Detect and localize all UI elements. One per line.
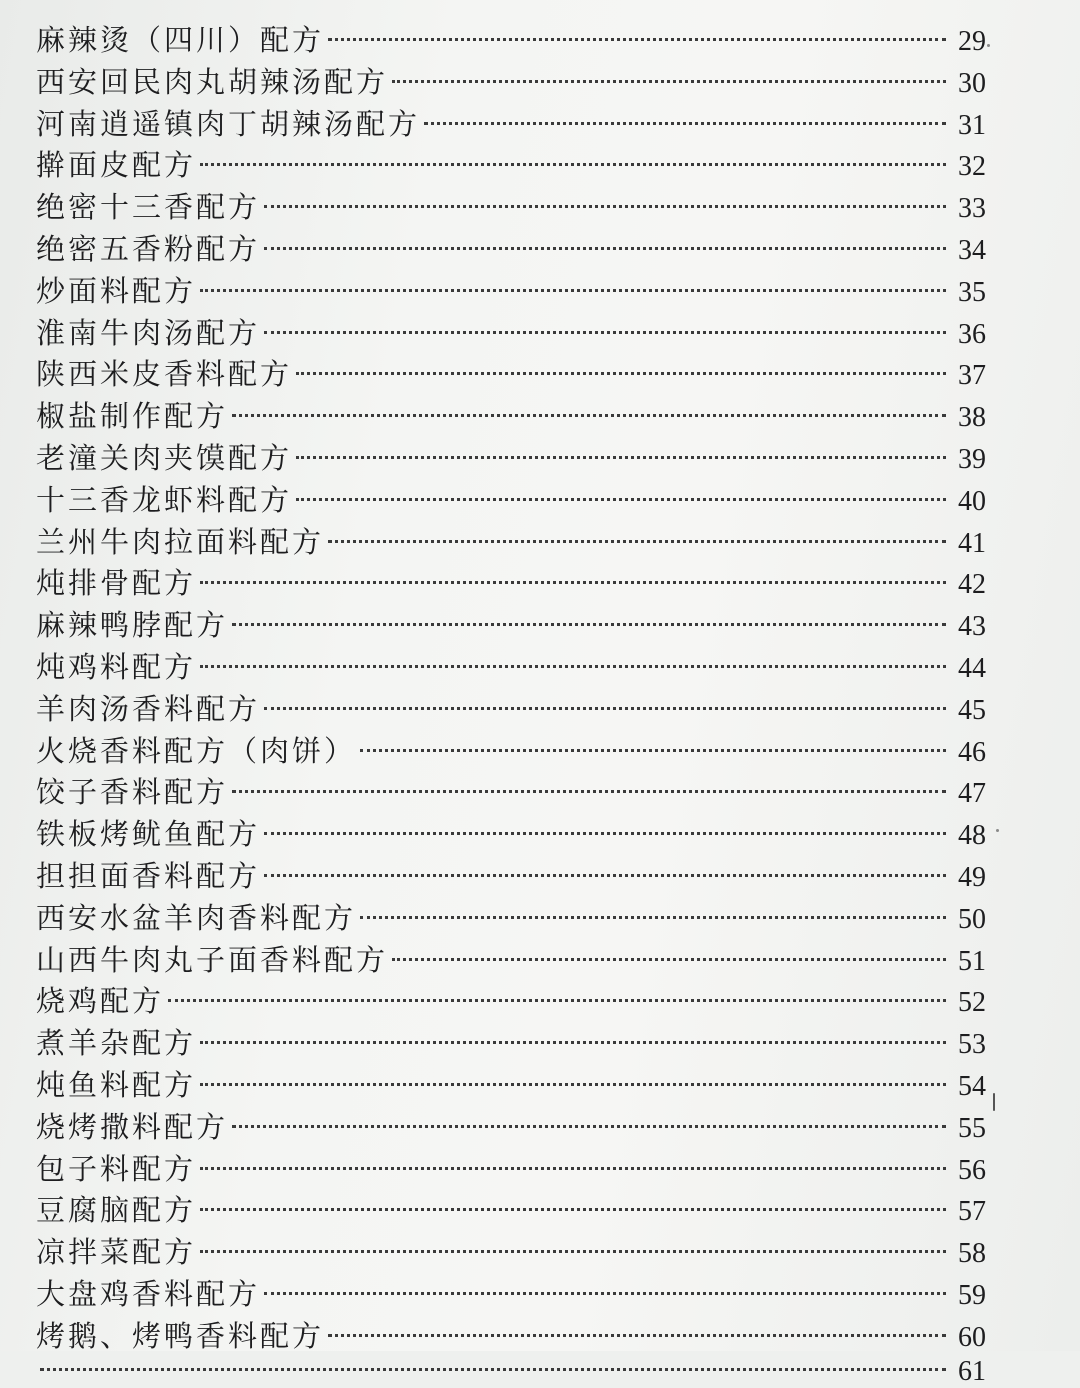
dot-leader <box>200 1208 946 1211</box>
dot-leader <box>264 205 946 208</box>
toc-entry-page-number: 33 <box>958 193 986 225</box>
dot-leader <box>328 38 946 41</box>
toc-entry-title: 烧鸡配方 <box>36 984 165 1019</box>
toc-entry <box>36 1272 986 1314</box>
toc-entry-page-number: 39 <box>958 443 986 475</box>
dot-leader <box>424 122 946 125</box>
toc-entry-title: 西安回民肉丸胡辣汤配方 <box>36 64 389 99</box>
toc-entry-page-number: 32 <box>958 151 986 183</box>
toc-entry-page-number: 52 <box>958 987 986 1019</box>
toc-entry <box>36 143 986 185</box>
toc-entry-page-number: 29 <box>958 26 986 57</box>
toc-entry-title: 饺子香料配方 <box>36 775 229 810</box>
toc-entry-page-number: 58 <box>958 1238 986 1270</box>
toc-entry-title: 西安水盆羊肉香料配方 <box>36 900 357 935</box>
dot-leader <box>200 289 946 292</box>
toc-entry-title: 豆腐脑配方 <box>36 1193 197 1228</box>
toc-entry-page-number: 34 <box>958 234 986 266</box>
toc-entry-title: 淮南牛肉汤配方 <box>36 315 261 350</box>
dot-leader <box>200 1167 946 1170</box>
toc-entry-page-number: 43 <box>958 611 986 643</box>
toc-entry-title: 兰州牛肉拉面料配方 <box>36 524 325 559</box>
toc-entry <box>36 227 986 269</box>
toc-entry-page-number: 49 <box>958 861 986 893</box>
toc-entry-title: 椒盐制作配方 <box>36 399 229 434</box>
toc-entry-page-number: 37 <box>958 360 986 392</box>
dot-leader <box>360 916 946 919</box>
toc-entry <box>36 1355 986 1387</box>
toc-entry-page-number: 57 <box>958 1196 986 1228</box>
toc-entry <box>36 645 986 687</box>
toc-entry-page-number: 42 <box>958 569 986 601</box>
toc-entry-page-number: 44 <box>958 652 986 684</box>
toc-entry <box>36 979 986 1021</box>
dot-leader <box>40 1368 946 1371</box>
dot-leader <box>168 999 946 1002</box>
toc-entry <box>36 269 986 311</box>
toc-entry-title: 羊肉汤香料配方 <box>36 691 261 726</box>
toc-entry-title: 烧烤撒料配方 <box>36 1109 229 1144</box>
toc-entry-title: 炖鱼料配方 <box>36 1067 197 1102</box>
dot-leader <box>264 707 946 710</box>
toc-entry-page-number: 59 <box>958 1279 986 1311</box>
dot-leader <box>264 331 946 334</box>
toc-entry <box>36 1314 986 1356</box>
toc-entry <box>36 896 986 938</box>
toc-entry <box>36 520 986 562</box>
toc-entry <box>36 687 986 729</box>
toc-entry-title: 包子料配方 <box>36 1151 197 1186</box>
margin-pen-mark <box>993 1093 995 1111</box>
toc-entry <box>36 1188 986 1230</box>
toc-entry-title: 大盘鸡香料配方 <box>36 1276 261 1311</box>
dot-leader <box>200 1083 946 1086</box>
toc-entry-page-number: 53 <box>958 1029 986 1061</box>
toc-entry <box>36 854 986 896</box>
toc-entry-title: 绝密十三香配方 <box>36 190 261 225</box>
toc-entry <box>36 603 986 645</box>
toc-entry <box>36 1021 986 1063</box>
toc-entry <box>36 729 986 771</box>
toc-entry <box>36 311 986 353</box>
dot-leader <box>328 540 946 543</box>
toc-entry <box>36 1230 986 1272</box>
dot-leader <box>264 832 946 835</box>
dot-leader <box>232 414 946 417</box>
toc-entry-title: 麻辣烫（四川）配方 <box>36 23 325 57</box>
dot-leader <box>264 874 946 877</box>
dot-leader <box>296 372 946 375</box>
toc-entry-page-number: 51 <box>958 945 986 977</box>
toc-entry-title: 麻辣鸭脖配方 <box>36 608 229 643</box>
toc-entry-page-number: 48 <box>958 820 986 852</box>
paper-speck <box>996 829 999 832</box>
toc-entry <box>36 938 986 980</box>
toc-entry-page-number: 55 <box>958 1112 986 1144</box>
toc-entry-title: 炖鸡料配方 <box>36 649 197 684</box>
dot-leader <box>232 1125 946 1128</box>
dot-leader <box>232 790 946 793</box>
dot-leader <box>392 958 946 961</box>
dot-leader <box>200 665 946 668</box>
toc-entry-title: 十三香龙虾料配方 <box>36 482 293 517</box>
toc-entry-page-number: 56 <box>958 1154 986 1186</box>
toc-entry-page-number: 45 <box>958 694 986 726</box>
toc-entry <box>36 1147 986 1189</box>
toc-entry <box>36 394 986 436</box>
toc-entry <box>36 185 986 227</box>
dot-leader <box>296 456 946 459</box>
toc-entry-title: 擀面皮配方 <box>36 148 197 183</box>
toc-entry-title: 山西牛肉丸子面香料配方 <box>36 942 389 977</box>
toc-entry-page-number: 46 <box>958 736 986 768</box>
toc-entry <box>36 478 986 520</box>
dot-leader <box>360 749 946 752</box>
paper-speck <box>987 44 990 47</box>
toc-entry-title: 老潼关肉夹馍配方 <box>36 440 293 475</box>
toc-entry <box>36 561 986 603</box>
dot-leader <box>264 1292 946 1295</box>
toc-entry-page-number: 60 <box>958 1321 986 1353</box>
toc-entry-page-number: 36 <box>958 318 986 350</box>
dot-leader <box>200 1041 946 1044</box>
toc-entry <box>36 352 986 394</box>
toc-entry-title: 河南逍遥镇肉丁胡辣汤配方 <box>36 106 421 141</box>
toc-entry <box>36 436 986 478</box>
toc-entry-page-number: 31 <box>958 109 986 141</box>
toc-entry <box>36 102 986 144</box>
dot-leader <box>232 623 946 626</box>
toc-entry-title: 炖排骨配方 <box>36 566 197 601</box>
toc-entry-title: 担担面香料配方 <box>36 858 261 893</box>
dot-leader <box>200 163 946 166</box>
toc-entry-title: 绝密五香粉配方 <box>36 231 261 266</box>
dot-leader <box>296 498 946 501</box>
dot-leader <box>392 80 946 83</box>
toc-entry-page-number: 40 <box>958 485 986 517</box>
dot-leader <box>200 1250 946 1253</box>
toc-entry-title: 凉拌菜配方 <box>36 1235 197 1270</box>
toc-entry-title: 铁板烤鱿鱼配方 <box>36 817 261 852</box>
toc-entry-page-number: 61 <box>958 1355 986 1387</box>
toc-entry-title: 煮羊杂配方 <box>36 1026 197 1061</box>
toc-entry <box>36 1063 986 1105</box>
toc-entry-title: 烤鹅、烤鸭香料配方 <box>36 1318 325 1353</box>
toc-entry <box>36 18 986 60</box>
toc-entry <box>36 60 986 102</box>
toc-entry-title: 炒面料配方 <box>36 273 197 308</box>
toc-entry-page-number: 50 <box>958 903 986 935</box>
toc-entry <box>36 770 986 812</box>
toc-entry-page-number: 54 <box>958 1070 986 1102</box>
toc-entry <box>36 812 986 854</box>
toc-entry <box>36 1105 986 1147</box>
dot-leader <box>264 247 946 250</box>
dot-leader <box>200 581 946 584</box>
toc-entry-title: 陕西米皮香料配方 <box>36 357 293 392</box>
toc-entry-page-number: 38 <box>958 402 986 434</box>
toc-entry-page-number: 47 <box>958 778 986 810</box>
toc-entry-page-number: 35 <box>958 276 986 308</box>
table-of-contents <box>36 18 986 1387</box>
toc-entry-page-number: 41 <box>958 527 986 559</box>
dot-leader <box>328 1334 946 1337</box>
toc-entry-title: 火烧香料配方（肉饼） <box>36 733 357 768</box>
toc-entry-page-number: 30 <box>958 67 986 99</box>
